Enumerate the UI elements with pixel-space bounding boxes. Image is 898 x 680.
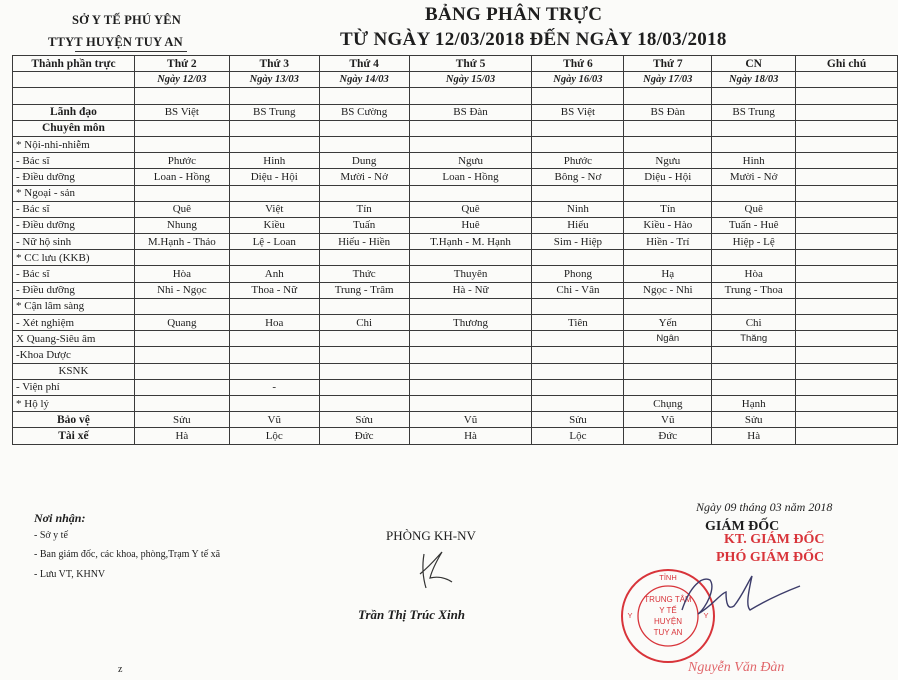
row-label: - Bác sĩ — [13, 266, 135, 282]
duty-cell: Bông - Nơ — [532, 169, 624, 185]
duty-cell — [319, 136, 409, 152]
row-label — [13, 88, 135, 104]
duty-cell: Lộc — [532, 428, 624, 444]
duty-cell — [624, 120, 712, 136]
duty-cell — [134, 136, 229, 152]
duty-cell: Sửu — [712, 412, 796, 428]
duty-cell — [712, 88, 796, 104]
note-cell — [796, 217, 898, 233]
note-cell — [796, 428, 898, 444]
table-header-row — [13, 56, 898, 72]
duty-cell — [134, 363, 229, 379]
duty-cell: Ngọc - Nhi — [624, 282, 712, 298]
table-row — [13, 347, 898, 363]
duty-cell — [134, 347, 229, 363]
duty-cell — [319, 363, 409, 379]
table-row — [13, 395, 898, 411]
row-label: - Xét nghiệm — [13, 315, 135, 331]
director-title: GIÁM ĐỐC — [705, 519, 780, 534]
duty-cell — [532, 136, 624, 152]
duty-cell: Quang — [134, 315, 229, 331]
org-underline — [75, 51, 187, 52]
document-title: BẢNG PHÂN TRỰC — [425, 4, 603, 25]
row-label: * Ngoại - sản — [13, 185, 135, 201]
director-signature — [676, 566, 806, 632]
note-cell — [796, 153, 898, 169]
duty-cell: Lệ - Loan — [229, 234, 319, 250]
row-label: Lãnh đạo — [13, 104, 135, 120]
duty-cell: Hiếu — [532, 217, 624, 233]
duty-cell: Hà - Nữ — [409, 282, 532, 298]
duty-cell — [624, 88, 712, 104]
duty-cell: T.Hạnh - M. Hạnh — [409, 234, 532, 250]
duty-cell — [134, 185, 229, 201]
duty-cell: Hinh — [712, 153, 796, 169]
duty-cell: Quê — [712, 201, 796, 217]
svg-text:TỈNH: TỈNH — [659, 573, 677, 582]
duty-cell: Sửu — [134, 412, 229, 428]
table-row — [13, 298, 898, 314]
duty-cell — [229, 120, 319, 136]
row-label: X Quang-Siêu âm — [13, 331, 135, 347]
duty-cell: Hiệp - Lệ — [712, 234, 796, 250]
duty-cell: BS Trung — [712, 104, 796, 120]
table-row — [13, 363, 898, 379]
duty-cell: Việt — [229, 201, 319, 217]
duty-cell: Lộc — [229, 428, 319, 444]
duty-cell — [624, 298, 712, 314]
recipient-item: - Sở y tế — [34, 530, 68, 541]
table-row — [13, 104, 898, 120]
duty-cell — [409, 363, 532, 379]
duty-cell — [624, 363, 712, 379]
col-header-day: Thứ 2 — [134, 56, 229, 72]
col-header-day: Thứ 6 — [532, 56, 624, 72]
duty-cell — [229, 363, 319, 379]
duty-cell: Quê — [409, 201, 532, 217]
duty-cell: Ngưu — [409, 153, 532, 169]
footer-mark: z — [118, 664, 123, 675]
duty-cell — [409, 298, 532, 314]
table-row — [13, 412, 898, 428]
row-label: Tài xế — [13, 428, 135, 444]
note-cell — [796, 250, 898, 266]
duty-cell — [134, 250, 229, 266]
table-row — [13, 282, 898, 298]
note-cell — [796, 88, 898, 104]
table-body — [13, 88, 898, 444]
duty-cell — [134, 298, 229, 314]
duty-cell: Dung — [319, 153, 409, 169]
note-cell — [796, 234, 898, 250]
note-cell — [796, 412, 898, 428]
table-row — [13, 428, 898, 444]
duty-cell: Tín — [319, 201, 409, 217]
duty-cell: BS Việt — [134, 104, 229, 120]
note-cell — [796, 315, 898, 331]
duty-cell — [134, 120, 229, 136]
duty-cell: Hà — [712, 428, 796, 444]
duty-cell — [624, 250, 712, 266]
svg-text:HUYỆN: HUYỆN — [653, 617, 683, 626]
duty-cell: Vũ — [229, 412, 319, 428]
duty-cell: Hiền - Trí — [624, 234, 712, 250]
duty-cell — [532, 347, 624, 363]
date-cell — [13, 72, 135, 88]
duty-cell: Sửu — [532, 412, 624, 428]
svg-text:Y TẾ: Y TẾ — [659, 606, 677, 615]
row-label: - Bác sĩ — [13, 201, 135, 217]
duty-cell — [134, 331, 229, 347]
duty-cell: Mười - Nở — [712, 169, 796, 185]
recipient-item: - Lưu VT, KHNV — [34, 569, 106, 580]
duty-cell: Yến — [624, 315, 712, 331]
stamp-line-1: KT. GIÁM ĐỐC — [724, 532, 825, 547]
stamp-line-2: PHÓ GIÁM ĐỐC — [716, 550, 825, 565]
duty-cell — [532, 185, 624, 201]
duty-cell — [409, 250, 532, 266]
duty-cell — [409, 120, 532, 136]
duty-cell: BS Trung — [229, 104, 319, 120]
sign-date: Ngày 09 tháng 03 năm 2018 — [696, 500, 833, 514]
duty-cell — [229, 395, 319, 411]
note-cell — [796, 104, 898, 120]
duty-cell — [712, 250, 796, 266]
duty-cell — [409, 395, 532, 411]
duty-cell — [712, 185, 796, 201]
duty-cell — [319, 250, 409, 266]
duty-cell: Trung - Thoa — [712, 282, 796, 298]
table-row — [13, 331, 898, 347]
duty-cell — [409, 185, 532, 201]
note-cell — [796, 363, 898, 379]
duty-cell: Hinh — [229, 153, 319, 169]
row-label: KSNK — [13, 363, 135, 379]
duty-cell — [229, 347, 319, 363]
duty-cell — [532, 395, 624, 411]
duty-cell — [319, 347, 409, 363]
date-cell: Ngày 15/03 — [409, 72, 532, 88]
duty-cell — [712, 136, 796, 152]
duty-cell: Tín — [624, 201, 712, 217]
duty-cell — [409, 136, 532, 152]
table-row — [13, 315, 898, 331]
duty-cell: Ninh — [532, 201, 624, 217]
duty-cell: Tuấn — [319, 217, 409, 233]
col-header-day: Thứ 5 — [409, 56, 532, 72]
row-label: - Nữ hộ sinh — [13, 234, 135, 250]
duty-cell — [319, 395, 409, 411]
director-signer: Nguyễn Văn Đàn — [688, 660, 785, 675]
duty-cell — [319, 331, 409, 347]
note-cell — [796, 136, 898, 152]
duty-cell — [229, 298, 319, 314]
table-row — [13, 185, 898, 201]
duty-cell: Mười - Nở — [319, 169, 409, 185]
recipient-item: - Ban giám đốc, các khoa, phòng,Trạm Y tế xã — [34, 549, 221, 560]
col-header-note: Ghi chú — [796, 56, 898, 72]
duty-cell — [229, 250, 319, 266]
row-label: - Điều dưỡng — [13, 217, 135, 233]
col-header-day: CN — [712, 56, 796, 72]
row-label: * CC lưu (KKB) — [13, 250, 135, 266]
duty-cell: Vũ — [409, 412, 532, 428]
duty-cell: Phước — [134, 153, 229, 169]
duty-cell: Đức — [319, 428, 409, 444]
duty-cell: Sim - Hiệp — [532, 234, 624, 250]
duty-cell — [134, 379, 229, 395]
row-label: * Nội-nhi-nhiễm — [13, 136, 135, 152]
svg-text:TUY AN: TUY AN — [653, 628, 683, 637]
duty-cell — [624, 347, 712, 363]
duty-cell: Hòa — [134, 266, 229, 282]
duty-cell — [532, 250, 624, 266]
note-cell — [796, 201, 898, 217]
duty-cell: Ngưu — [624, 153, 712, 169]
duty-cell — [712, 363, 796, 379]
duty-cell: Hạnh — [712, 395, 796, 411]
table-row — [13, 266, 898, 282]
duty-cell — [532, 298, 624, 314]
table-row — [13, 250, 898, 266]
duty-cell: Phước — [532, 153, 624, 169]
duty-cell: Thăng — [712, 331, 796, 347]
table-row — [13, 88, 898, 104]
date-cell: Ngày 13/03 — [229, 72, 319, 88]
duty-cell: BS Đàn — [624, 104, 712, 120]
duty-cell: M.Hạnh - Thảo — [134, 234, 229, 250]
note-cell — [796, 282, 898, 298]
svg-text:Y: Y — [703, 611, 709, 620]
duty-table — [12, 55, 898, 445]
date-cell — [796, 72, 898, 88]
svg-text:TRUNG TÂM: TRUNG TÂM — [644, 595, 692, 604]
duty-cell — [319, 185, 409, 201]
duty-cell: Hoa — [229, 315, 319, 331]
col-header-day: Thứ 7 — [624, 56, 712, 72]
table-row — [13, 120, 898, 136]
duty-cell — [409, 331, 532, 347]
duty-cell: BS Đàn — [409, 104, 532, 120]
duty-cell: Loan - Hồng — [409, 169, 532, 185]
duty-cell: Chi - Vân — [532, 282, 624, 298]
note-cell — [796, 379, 898, 395]
duty-cell: BS Việt — [532, 104, 624, 120]
duty-cell — [624, 379, 712, 395]
duty-cell: Hà — [409, 428, 532, 444]
duty-cell: Sửu — [319, 412, 409, 428]
row-label: Bảo vệ — [13, 412, 135, 428]
note-cell — [796, 347, 898, 363]
duty-cell — [712, 347, 796, 363]
department-signature — [414, 548, 460, 592]
duty-cell: Chi — [712, 315, 796, 331]
duty-cell: Kiều - Hào — [624, 217, 712, 233]
duty-cell: Hòa — [712, 266, 796, 282]
duty-cell: Nhi - Ngọc — [134, 282, 229, 298]
duty-cell: Phong — [532, 266, 624, 282]
department-label: PHÒNG KH-NV — [386, 528, 476, 543]
date-cell: Ngày 17/03 — [624, 72, 712, 88]
duty-cell — [532, 379, 624, 395]
duty-cell — [229, 185, 319, 201]
duty-cell — [624, 185, 712, 201]
duty-cell: Thương — [409, 315, 532, 331]
duty-cell: Hạ — [624, 266, 712, 282]
duty-cell: Ngân — [624, 331, 712, 347]
duty-cell: Kiều — [229, 217, 319, 233]
table-row — [13, 169, 898, 185]
document-subtitle: TỪ NGÀY 12/03/2018 ĐẾN NGÀY 18/03/2018 — [340, 29, 727, 50]
row-label: Chuyên môn — [13, 120, 135, 136]
table-row — [13, 234, 898, 250]
row-label: - Viện phí — [13, 379, 135, 395]
duty-cell — [229, 136, 319, 152]
duty-cell: BS Cường — [319, 104, 409, 120]
duty-cell — [409, 88, 532, 104]
duty-cell — [229, 331, 319, 347]
table-row — [13, 201, 898, 217]
duty-cell — [532, 88, 624, 104]
row-label: - Bác sĩ — [13, 153, 135, 169]
table-row — [13, 217, 898, 233]
duty-cell — [712, 379, 796, 395]
duty-cell — [319, 88, 409, 104]
table-row — [13, 153, 898, 169]
duty-cell: Thoa - Nữ — [229, 282, 319, 298]
duty-cell: Nhung — [134, 217, 229, 233]
svg-text:Y: Y — [627, 611, 633, 620]
col-header-day: Thứ 3 — [229, 56, 319, 72]
duty-cell — [319, 298, 409, 314]
duty-cell: Diệu - Hội — [229, 169, 319, 185]
department-signer: Trần Thị Trúc Xinh — [358, 607, 466, 622]
row-label: - Điều dưỡng — [13, 282, 135, 298]
note-cell — [796, 120, 898, 136]
duty-cell — [624, 136, 712, 152]
row-label: * Hộ lý — [13, 395, 135, 411]
col-header-role: Thành phần trực — [13, 56, 135, 72]
duty-cell: Hiếu - Hiền — [319, 234, 409, 250]
org-line-1: SỞ Y TẾ PHÚ YÊN — [72, 13, 182, 27]
duty-cell — [532, 363, 624, 379]
duty-cell — [712, 298, 796, 314]
note-cell — [796, 169, 898, 185]
date-cell: Ngày 12/03 — [134, 72, 229, 88]
duty-cell — [319, 379, 409, 395]
duty-cell: Thức — [319, 266, 409, 282]
duty-cell: - — [229, 379, 319, 395]
duty-cell — [134, 395, 229, 411]
note-cell — [796, 395, 898, 411]
note-cell — [796, 266, 898, 282]
duty-cell: Vũ — [624, 412, 712, 428]
row-label: -Khoa Dược — [13, 347, 135, 363]
date-cell: Ngày 18/03 — [712, 72, 796, 88]
note-cell — [796, 185, 898, 201]
duty-cell: Diệu - Hội — [624, 169, 712, 185]
duty-cell: Loan - Hồng — [134, 169, 229, 185]
org-line-2: TTYT HUYỆN TUY AN — [48, 35, 183, 49]
duty-cell — [319, 120, 409, 136]
duty-cell: Chụng — [624, 395, 712, 411]
table-date-row — [13, 72, 898, 88]
recipients-title: Nơi nhận: — [34, 511, 86, 525]
duty-cell: Anh — [229, 266, 319, 282]
duty-cell: Hà — [134, 428, 229, 444]
duty-cell: Quê — [134, 201, 229, 217]
duty-cell — [532, 331, 624, 347]
col-header-day: Thứ 4 — [319, 56, 409, 72]
duty-cell — [134, 88, 229, 104]
table-row — [13, 136, 898, 152]
note-cell — [796, 331, 898, 347]
duty-cell: Tiên — [532, 315, 624, 331]
duty-cell: Trung - Trâm — [319, 282, 409, 298]
row-label: * Cận lâm sàng — [13, 298, 135, 314]
duty-cell: Đức — [624, 428, 712, 444]
duty-cell — [229, 88, 319, 104]
duty-cell — [409, 347, 532, 363]
duty-cell: Huê — [409, 217, 532, 233]
note-cell — [796, 298, 898, 314]
duty-cell: Thuyên — [409, 266, 532, 282]
date-cell: Ngày 14/03 — [319, 72, 409, 88]
duty-cell — [532, 120, 624, 136]
duty-cell: Chi — [319, 315, 409, 331]
date-cell: Ngày 16/03 — [532, 72, 624, 88]
table-row — [13, 379, 898, 395]
duty-cell — [409, 379, 532, 395]
duty-cell — [712, 120, 796, 136]
duty-cell: Tuấn - Huê — [712, 217, 796, 233]
row-label: - Điều dưỡng — [13, 169, 135, 185]
